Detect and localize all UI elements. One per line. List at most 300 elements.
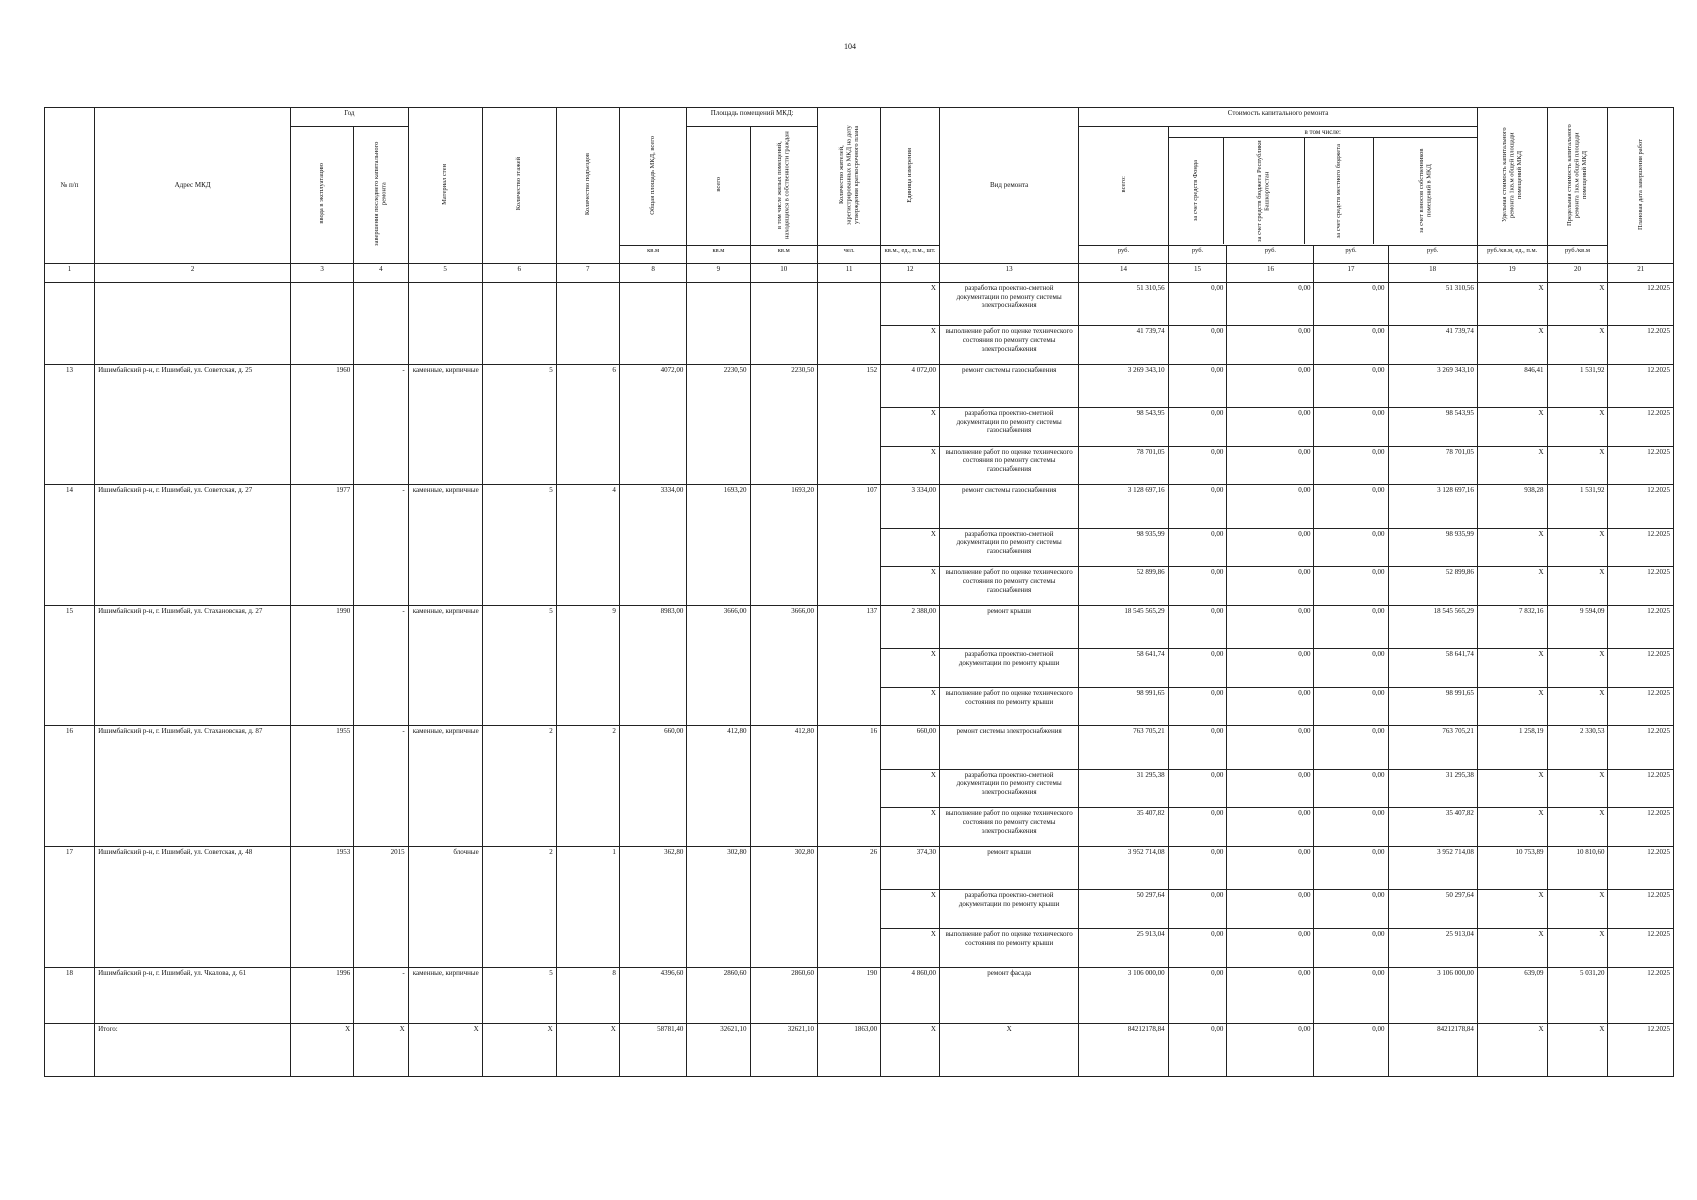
repair-type-cell: выполнение работ по оценке технического состояния по ремонту крыши: [939, 928, 1078, 967]
entrances-cell: [556, 282, 619, 364]
repair-type-cell: разработка проектно-сметной документации по ремонту крыши: [939, 649, 1078, 688]
column-number: 3: [291, 263, 354, 282]
cost-total-cell: 18 545 565,29: [1079, 605, 1168, 648]
max-cost-cell: X: [1547, 326, 1608, 365]
unit-cell: кв.м: [687, 245, 750, 263]
repair-type-cell: разработка проектно-сметной документации по ремонту системы газоснабжения: [939, 528, 1078, 567]
table-row: [45, 967, 1674, 1024]
unit-cost-cell: 10 753,89: [1477, 847, 1547, 890]
header-residents: Количество жителей, зарегистрированных в МКД на дату утверждения краткосрочного плана: [818, 108, 881, 246]
material-cell: каменные, кирпичные: [408, 726, 482, 847]
repair-type-cell: выполнение работ по оценке технического состояния по ремонту крыши: [939, 687, 1078, 726]
cost-owners-cell: 52 899,86: [1388, 567, 1477, 606]
premises-total-cell: 2230,50: [687, 364, 750, 485]
unit-count-cell: X: [881, 808, 940, 847]
max-cost-cell: X: [1547, 928, 1608, 967]
header-num: № п/п: [45, 108, 95, 264]
unit-cell: кв.м: [619, 245, 687, 263]
cost-local-cell: 0,00: [1314, 967, 1388, 1024]
floors-cell: 2: [482, 726, 556, 847]
unit-cell: руб.: [1168, 245, 1227, 263]
cost-owners-cell: 51 310,56: [1388, 282, 1477, 325]
cost-republic-cell: 0,00: [1227, 326, 1314, 365]
total-local-cell: 0,00: [1314, 1024, 1388, 1077]
cost-owners-cell: 25 913,04: [1388, 928, 1477, 967]
unit-cost-cell: X: [1477, 407, 1547, 446]
year-built-cell: 1996: [291, 967, 354, 1024]
cost-republic-cell: 0,00: [1227, 928, 1314, 967]
residents-cell: 26: [818, 847, 881, 968]
max-cost-cell: 10 810,60: [1547, 847, 1608, 890]
table-row: [45, 364, 1674, 407]
total-row: [45, 1024, 1674, 1077]
unit-cell: руб.: [1079, 245, 1168, 263]
cost-fund-cell: 0,00: [1168, 364, 1227, 407]
cost-fund-cell: 0,00: [1168, 687, 1227, 726]
max-cost-cell: X: [1547, 407, 1608, 446]
total-material-cell: X: [408, 1024, 482, 1077]
column-number: 21: [1608, 263, 1674, 282]
cost-republic-cell: 0,00: [1227, 446, 1314, 485]
header-cost-group: Стоимость капитального ремонта: [1079, 108, 1478, 127]
cost-republic-cell: 0,00: [1227, 808, 1314, 847]
cost-owners-cell: 18 545 565,29: [1388, 605, 1477, 648]
repair-type-cell: ремонт крыши: [939, 847, 1078, 890]
cost-fund-cell: 0,00: [1168, 808, 1227, 847]
column-number: 8: [619, 263, 687, 282]
max-cost-cell: X: [1547, 282, 1608, 325]
column-number: 20: [1547, 263, 1608, 282]
unit-count-cell: 4 860,00: [881, 967, 940, 1024]
table-row: [45, 605, 1674, 648]
cost-owners-cell: 98 991,65: [1388, 687, 1477, 726]
deadline-cell: 12.2025: [1608, 769, 1674, 808]
address-cell: Ишимбайский р-н, г. Ишимбай, ул. Советская, д. 48: [95, 847, 291, 968]
cost-local-cell: 0,00: [1314, 928, 1388, 967]
deadline-cell: 12.2025: [1608, 890, 1674, 929]
cost-local-cell: 0,00: [1314, 847, 1388, 890]
row-num: 17: [45, 847, 95, 968]
unit-cost-cell: 846,41: [1477, 364, 1547, 407]
total-max-cost-cell: X: [1547, 1024, 1608, 1077]
unit-cost-cell: X: [1477, 446, 1547, 485]
column-number: 14: [1079, 263, 1168, 282]
cost-owners-cell: 98 935,99: [1388, 528, 1477, 567]
column-number: 4: [354, 263, 408, 282]
deadline-cell: 12.2025: [1608, 282, 1674, 325]
residents-cell: 190: [818, 967, 881, 1024]
premises-owned-cell: 302,80: [750, 847, 818, 968]
repair-type-cell: разработка проектно-сметной документации по ремонту системы электроснабжения: [939, 282, 1078, 325]
total-area-cell: 362,80: [619, 847, 687, 968]
address-cell: Ишимбайский р-н, г. Ишимбай, ул. Советская, д. 25: [95, 364, 291, 485]
cost-republic-cell: 0,00: [1227, 605, 1314, 648]
cost-local-cell: 0,00: [1314, 649, 1388, 688]
column-number: 5: [408, 263, 482, 282]
floors-cell: 5: [482, 967, 556, 1024]
column-number: 10: [750, 263, 818, 282]
cost-owners-cell: 3 106 000,00: [1388, 967, 1477, 1024]
header-including: [1168, 126, 1477, 245]
total-premises-total-cell: 32621,10: [687, 1024, 750, 1077]
cost-owners-cell: 78 701,05: [1388, 446, 1477, 485]
header-entrances: Количество подъездов: [556, 108, 619, 264]
cost-fund-cell: 0,00: [1168, 769, 1227, 808]
unit-cost-cell: X: [1477, 928, 1547, 967]
premises-total-cell: [687, 282, 750, 364]
entrances-cell: 6: [556, 364, 619, 485]
cost-republic-cell: 0,00: [1227, 726, 1314, 769]
cost-owners-cell: 31 295,38: [1388, 769, 1477, 808]
deadline-cell: 12.2025: [1608, 808, 1674, 847]
unit-cost-cell: X: [1477, 282, 1547, 325]
header-floors: Количество этажей: [482, 108, 556, 264]
total-fund-cell: 0,00: [1168, 1024, 1227, 1077]
unit-cell: кв.м., ед., п.м., шт.: [881, 245, 940, 263]
cost-total-cell: 52 899,86: [1079, 567, 1168, 606]
repair-type-cell: ремонт системы газоснабжения: [939, 485, 1078, 528]
material-cell: [408, 282, 482, 364]
cost-total-cell: 58 641,74: [1079, 649, 1168, 688]
cost-republic-cell: 0,00: [1227, 364, 1314, 407]
header-units-count: Единица измерения: [881, 108, 940, 246]
cost-total-cell: 50 297,64: [1079, 890, 1168, 929]
repair-type-cell: ремонт системы электроснабжения: [939, 726, 1078, 769]
table-header: [45, 108, 1674, 283]
column-number: 12: [881, 263, 940, 282]
address-cell: Ишимбайский р-н, г. Ишимбай, ул. Чкалова, д. 61: [95, 967, 291, 1024]
cost-total-cell: 41 739,74: [1079, 326, 1168, 365]
row-num: [45, 282, 95, 364]
year-repair-cell: -: [354, 364, 408, 485]
deadline-cell: 12.2025: [1608, 567, 1674, 606]
max-cost-cell: 9 594,09: [1547, 605, 1608, 648]
page-number: 104: [844, 42, 856, 51]
deadline-cell: 12.2025: [1608, 847, 1674, 890]
cost-local-cell: 0,00: [1314, 808, 1388, 847]
header-year-last-repair: завершения последнего капитального ремонта: [354, 126, 408, 263]
total-total-cell: 84212178,84: [1079, 1024, 1168, 1077]
cost-fund-cell: 0,00: [1168, 567, 1227, 606]
year-built-cell: [291, 282, 354, 364]
total-entrances-cell: X: [556, 1024, 619, 1077]
unit-count-cell: X: [881, 769, 940, 808]
max-cost-cell: 1 531,92: [1547, 485, 1608, 528]
unit-count-cell: X: [881, 567, 940, 606]
premises-owned-cell: 2860,60: [750, 967, 818, 1024]
year-built-cell: 1953: [291, 847, 354, 968]
unit-cost-cell: 7 832,16: [1477, 605, 1547, 648]
cost-republic-cell: 0,00: [1227, 847, 1314, 890]
deadline-cell: 12.2025: [1608, 326, 1674, 365]
cost-local-cell: 0,00: [1314, 687, 1388, 726]
cost-total-cell: 78 701,05: [1079, 446, 1168, 485]
address-cell: [95, 282, 291, 364]
cost-fund-cell: 0,00: [1168, 726, 1227, 769]
address-cell: Ишимбайский р-н, г. Ишимбай, ул. Советская, д. 27: [95, 485, 291, 606]
cost-owners-cell: 50 297,64: [1388, 890, 1477, 929]
entrances-cell: 9: [556, 605, 619, 726]
material-cell: каменные, кирпичные: [408, 605, 482, 726]
unit-cost-cell: 1 258,19: [1477, 726, 1547, 769]
total-unit-cost-cell: X: [1477, 1024, 1547, 1077]
header-max-cost: Предельная стоимость капитального ремонта 1кв.м общей площади помещений МКД: [1547, 108, 1608, 246]
unit-cell: кв.м: [750, 245, 818, 263]
max-cost-cell: X: [1547, 567, 1608, 606]
cost-fund-cell: 0,00: [1168, 446, 1227, 485]
unit-cell: руб./кв.м: [1547, 245, 1608, 263]
unit-cell: чел.: [818, 245, 881, 263]
capital-repair-table: [44, 107, 1674, 1077]
unit-cell: руб./кв.м, ед., п.м.: [1477, 245, 1547, 263]
cost-total-cell: 31 295,38: [1079, 769, 1168, 808]
row-num: 14: [45, 485, 95, 606]
year-repair-cell: -: [354, 605, 408, 726]
entrances-cell: 8: [556, 967, 619, 1024]
cost-fund-cell: 0,00: [1168, 847, 1227, 890]
material-cell: блочные: [408, 847, 482, 968]
floors-cell: 5: [482, 485, 556, 606]
column-number: 6: [482, 263, 556, 282]
total-area-cell: 4072,00: [619, 364, 687, 485]
cost-total-cell: 98 935,99: [1079, 528, 1168, 567]
total-area-cell: 3334,00: [619, 485, 687, 606]
floors-cell: 2: [482, 847, 556, 968]
cost-total-cell: 25 913,04: [1079, 928, 1168, 967]
cost-local-cell: 0,00: [1314, 485, 1388, 528]
cost-local-cell: 0,00: [1314, 446, 1388, 485]
row-num: 18: [45, 967, 95, 1024]
cost-local-cell: 0,00: [1314, 567, 1388, 606]
deadline-cell: 12.2025: [1608, 649, 1674, 688]
cost-fund-cell: 0,00: [1168, 407, 1227, 446]
premises-total-cell: 412,80: [687, 726, 750, 847]
unit-cell: руб.: [1227, 245, 1314, 263]
floors-cell: 5: [482, 605, 556, 726]
repair-type-cell: разработка проектно-сметной документации по ремонту крыши: [939, 890, 1078, 929]
header-cost-local: за счет средств местного бюджета: [1305, 138, 1374, 244]
unit-count-cell: 2 388,00: [881, 605, 940, 648]
total-area-cell: [619, 282, 687, 364]
floors-cell: [482, 282, 556, 364]
cost-owners-cell: 3 128 697,16: [1388, 485, 1477, 528]
header-repair-type: Вид ремонта: [939, 108, 1078, 264]
cost-total-cell: 35 407,82: [1079, 808, 1168, 847]
cost-fund-cell: 0,00: [1168, 967, 1227, 1024]
max-cost-cell: X: [1547, 890, 1608, 929]
total-residents-cell: 1863,00: [818, 1024, 881, 1077]
unit-cost-cell: 639,09: [1477, 967, 1547, 1024]
row-num: 15: [45, 605, 95, 726]
cost-total-cell: 3 106 000,00: [1079, 967, 1168, 1024]
year-repair-cell: 2015: [354, 847, 408, 968]
unit-cost-cell: X: [1477, 890, 1547, 929]
total-owners-cell: 84212178,84: [1388, 1024, 1477, 1077]
premises-total-cell: 1693,20: [687, 485, 750, 606]
cost-local-cell: 0,00: [1314, 407, 1388, 446]
max-cost-cell: 1 531,92: [1547, 364, 1608, 407]
total-area-cell: 660,00: [619, 726, 687, 847]
unit-cell: руб.: [1388, 245, 1477, 263]
total-floors-cell: X: [482, 1024, 556, 1077]
residents-cell: 152: [818, 364, 881, 485]
header-cost-republic: за счет средств бюджета Республики Башкортостан: [1224, 138, 1305, 244]
max-cost-cell: X: [1547, 649, 1608, 688]
total-rep-cell: 0,00: [1227, 1024, 1314, 1077]
cost-fund-cell: 0,00: [1168, 928, 1227, 967]
deadline-cell: 12.2025: [1608, 446, 1674, 485]
cost-local-cell: 0,00: [1314, 326, 1388, 365]
cost-owners-cell: 763 705,21: [1388, 726, 1477, 769]
premises-total-cell: 3666,00: [687, 605, 750, 726]
row-num: 13: [45, 364, 95, 485]
header-cost-total: всего:: [1079, 126, 1168, 245]
total-year-built-cell: X: [291, 1024, 354, 1077]
cost-fund-cell: 0,00: [1168, 485, 1227, 528]
unit-count-cell: X: [881, 890, 940, 929]
column-numbers-row: [45, 263, 1674, 282]
cost-republic-cell: 0,00: [1227, 967, 1314, 1024]
total-work-cell: X: [939, 1024, 1078, 1077]
deadline-cell: 12.2025: [1608, 407, 1674, 446]
address-cell: Ишимбайский р-н, г. Ишимбай, ул. Стахановская, д. 27: [95, 605, 291, 726]
column-number: 7: [556, 263, 619, 282]
premises-owned-cell: [750, 282, 818, 364]
cost-fund-cell: 0,00: [1168, 605, 1227, 648]
max-cost-cell: X: [1547, 808, 1608, 847]
cost-republic-cell: 0,00: [1227, 567, 1314, 606]
cost-republic-cell: 0,00: [1227, 687, 1314, 726]
cost-local-cell: 0,00: [1314, 769, 1388, 808]
unit-cost-cell: X: [1477, 808, 1547, 847]
cost-owners-cell: 35 407,82: [1388, 808, 1477, 847]
column-number: 2: [95, 263, 291, 282]
entrances-cell: 1: [556, 847, 619, 968]
column-number: 1: [45, 263, 95, 282]
cost-local-cell: 0,00: [1314, 890, 1388, 929]
cost-total-cell: 763 705,21: [1079, 726, 1168, 769]
unit-count-cell: X: [881, 528, 940, 567]
header-address: Адрес МКД: [95, 108, 291, 264]
unit-cost-cell: X: [1477, 326, 1547, 365]
repair-type-cell: ремонт системы газоснабжения: [939, 364, 1078, 407]
unit-cell: руб.: [1314, 245, 1388, 263]
repair-type-cell: разработка проектно-сметной документации по ремонту системы электроснабжения: [939, 769, 1078, 808]
table-row: [45, 726, 1674, 769]
year-repair-cell: -: [354, 967, 408, 1024]
total-area-cell: 4396,60: [619, 967, 687, 1024]
total-total-area-cell: 58781,40: [619, 1024, 687, 1077]
year-repair-cell: [354, 282, 408, 364]
table-body: [45, 282, 1674, 1076]
max-cost-cell: 2 330,53: [1547, 726, 1608, 769]
header-deadline: Плановая дата завершения работ: [1608, 108, 1674, 264]
year-repair-cell: -: [354, 726, 408, 847]
address-cell: Ишимбайский р-н, г. Ишимбай, ул. Стахановская, д. 87: [95, 726, 291, 847]
cost-owners-cell: 3 952 714,08: [1388, 847, 1477, 890]
deadline-cell: 12.2025: [1608, 726, 1674, 769]
column-number: 16: [1227, 263, 1314, 282]
repair-type-cell: разработка проектно-сметной документации по ремонту системы газоснабжения: [939, 407, 1078, 446]
cost-local-cell: 0,00: [1314, 605, 1388, 648]
total-unit-cell: X: [881, 1024, 940, 1077]
header-cost-fund: за счет средств Фонда: [1169, 138, 1224, 244]
entrances-cell: 4: [556, 485, 619, 606]
deadline-cell: 12.2025: [1608, 928, 1674, 967]
repair-type-cell: выполнение работ по оценке технического состояния по ремонту системы газоснабжения: [939, 446, 1078, 485]
entrances-cell: 2: [556, 726, 619, 847]
cost-republic-cell: 0,00: [1227, 528, 1314, 567]
unit-cost-cell: X: [1477, 528, 1547, 567]
residents-cell: 107: [818, 485, 881, 606]
deadline-cell: 12.2025: [1608, 364, 1674, 407]
unit-cost-cell: X: [1477, 567, 1547, 606]
cost-fund-cell: 0,00: [1168, 282, 1227, 325]
total-premises-owned-cell: 32621,10: [750, 1024, 818, 1077]
unit-count-cell: X: [881, 326, 940, 365]
repair-type-cell: выполнение работ по оценке технического состояния по ремонту системы электроснабжения: [939, 808, 1078, 847]
max-cost-cell: X: [1547, 446, 1608, 485]
unit-cost-cell: 938,28: [1477, 485, 1547, 528]
unit-count-cell: 3 334,00: [881, 485, 940, 528]
cost-total-cell: 98 991,65: [1079, 687, 1168, 726]
column-number: 13: [939, 263, 1078, 282]
max-cost-cell: 5 031,20: [1547, 967, 1608, 1024]
deadline-cell: 12.2025: [1608, 967, 1674, 1024]
max-cost-cell: X: [1547, 528, 1608, 567]
repair-type-cell: ремонт фасада: [939, 967, 1078, 1024]
unit-count-cell: X: [881, 928, 940, 967]
repair-type-cell: выполнение работ по оценке технического состояния по ремонту системы электроснабжения: [939, 326, 1078, 365]
header-premises-group: Площадь помещений МКД:: [687, 108, 818, 127]
year-built-cell: 1960: [291, 364, 354, 485]
cost-fund-cell: 0,00: [1168, 649, 1227, 688]
cost-total-cell: 3 269 343,10: [1079, 364, 1168, 407]
max-cost-cell: X: [1547, 687, 1608, 726]
table-row: [45, 485, 1674, 528]
cost-republic-cell: 0,00: [1227, 282, 1314, 325]
column-number: 17: [1314, 263, 1388, 282]
header-including-label: в том числе:: [1169, 127, 1477, 138]
cost-owners-cell: 3 269 343,10: [1388, 364, 1477, 407]
premises-owned-cell: 3666,00: [750, 605, 818, 726]
year-repair-cell: -: [354, 485, 408, 606]
premises-owned-cell: 1693,20: [750, 485, 818, 606]
max-cost-cell: X: [1547, 769, 1608, 808]
deadline-cell: 12.2025: [1608, 528, 1674, 567]
row-num: 16: [45, 726, 95, 847]
year-built-cell: 1955: [291, 726, 354, 847]
cost-local-cell: 0,00: [1314, 282, 1388, 325]
unit-count-cell: X: [881, 282, 940, 325]
cost-fund-cell: 0,00: [1168, 326, 1227, 365]
floors-cell: 5: [482, 364, 556, 485]
cost-republic-cell: 0,00: [1227, 407, 1314, 446]
cost-owners-cell: 58 641,74: [1388, 649, 1477, 688]
deadline-cell: 12.2025: [1608, 687, 1674, 726]
year-built-cell: 1977: [291, 485, 354, 606]
material-cell: каменные, кирпичные: [408, 485, 482, 606]
cost-local-cell: 0,00: [1314, 726, 1388, 769]
cost-total-cell: 3 128 697,16: [1079, 485, 1168, 528]
cost-owners-cell: 98 543,95: [1388, 407, 1477, 446]
column-number: 19: [1477, 263, 1547, 282]
header-premises-total: всего: [687, 126, 750, 245]
table-row: [45, 847, 1674, 890]
cost-total-cell: 51 310,56: [1079, 282, 1168, 325]
cost-total-cell: 3 952 714,08: [1079, 847, 1168, 890]
table-row: [45, 282, 1674, 325]
